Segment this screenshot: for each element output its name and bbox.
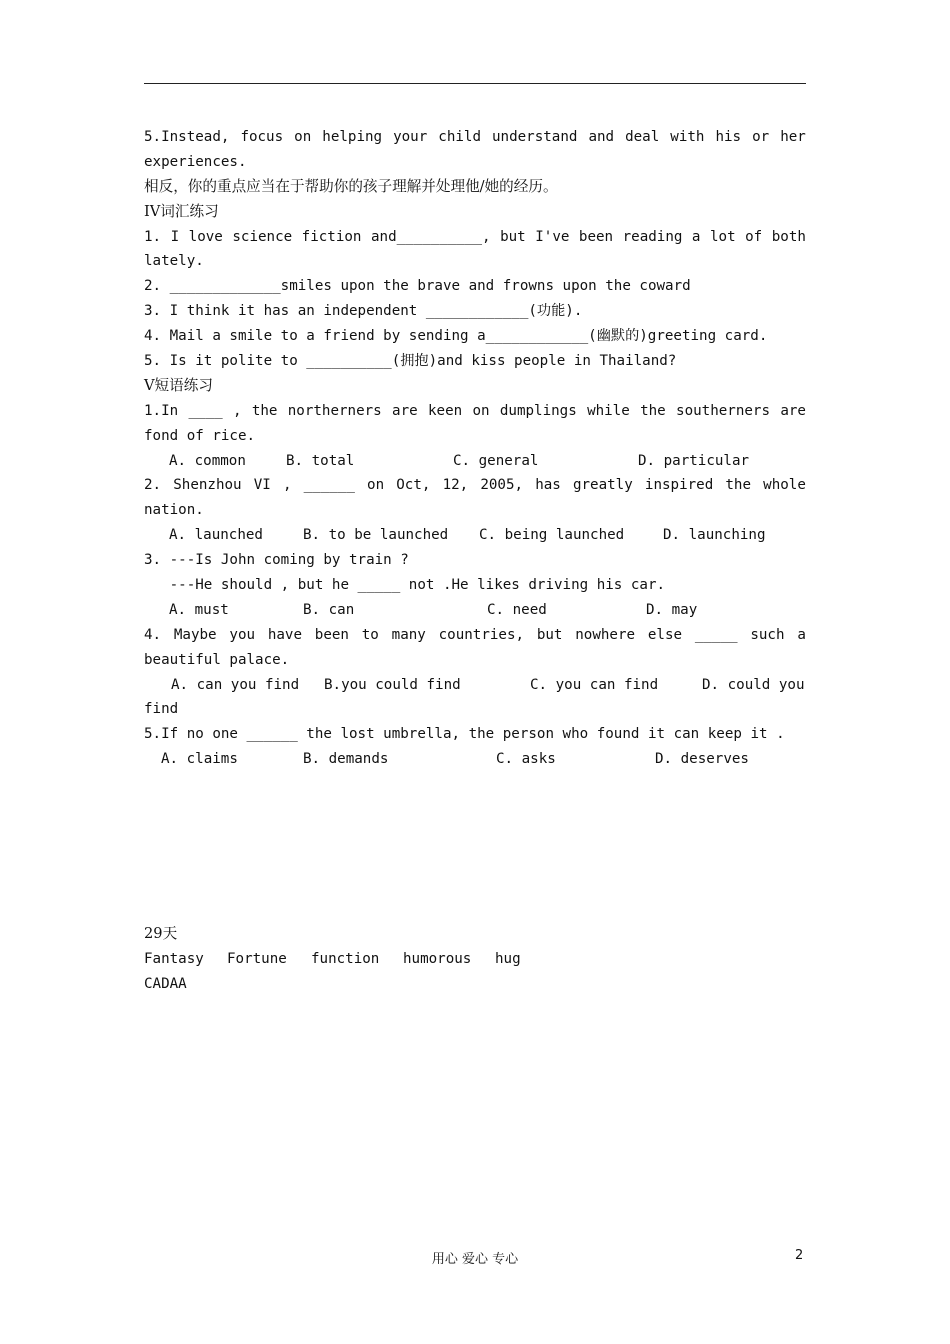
page-number: 2 bbox=[795, 1248, 804, 1263]
option-c: C. general bbox=[453, 452, 539, 469]
word: countries, bbox=[438, 626, 525, 643]
word: VI bbox=[253, 477, 271, 494]
word: dumplings bbox=[499, 402, 577, 419]
option-d: D. particular bbox=[638, 452, 750, 469]
answer-word: Fortune bbox=[227, 951, 287, 968]
header-rule bbox=[144, 83, 806, 84]
word: or bbox=[752, 129, 770, 145]
word: keen bbox=[427, 402, 463, 419]
option-b: B. demands bbox=[303, 751, 389, 768]
phrase-q4-options bbox=[144, 673, 806, 698]
answers-choice: CADAA bbox=[144, 975, 187, 992]
word: Maybe bbox=[173, 626, 217, 643]
word: with bbox=[670, 129, 705, 145]
word: greatly bbox=[572, 477, 633, 494]
phrase-q4-line1 bbox=[144, 623, 806, 648]
word: I bbox=[170, 228, 180, 245]
word: _____ bbox=[694, 626, 738, 643]
vocab-q4: 4. Mail a smile to a friend by sending a____________(幽默的)greeting card. bbox=[144, 328, 768, 345]
q5-en-line2: experiences. bbox=[144, 153, 247, 170]
word: been bbox=[314, 626, 349, 643]
phrase-q2-options bbox=[144, 523, 806, 548]
phrase-q4-line2: beautiful palace. bbox=[144, 651, 290, 668]
word: I've bbox=[535, 228, 570, 245]
word: helping bbox=[322, 129, 383, 145]
word: but bbox=[500, 228, 526, 245]
phrase-q5: 5.If no one ______ the lost umbrella, the person who found it can keep it . bbox=[144, 726, 785, 743]
phrase-q2-line1 bbox=[144, 473, 806, 498]
vocab-q5: 5. Is it polite to __________(拥抱)and kiss people in Thailand? bbox=[144, 353, 677, 370]
word: , bbox=[232, 402, 242, 419]
phrase-q3-options bbox=[144, 598, 806, 623]
word: a bbox=[797, 626, 806, 643]
word: are bbox=[392, 402, 418, 419]
option-b: B. to be launched bbox=[303, 527, 449, 544]
phrase-q1-line1 bbox=[144, 399, 806, 424]
word: inspired bbox=[644, 477, 714, 494]
answer-word: hug bbox=[495, 951, 521, 968]
word: love bbox=[188, 228, 223, 245]
q5-en-line1 bbox=[144, 125, 806, 150]
option-c: C. being launched bbox=[479, 527, 625, 544]
option-c: C. need bbox=[487, 601, 547, 618]
footer-motto: 用心 爱心 专心 bbox=[431, 1252, 519, 1267]
word: northerners bbox=[287, 402, 382, 419]
word: on bbox=[472, 402, 490, 419]
word: deal bbox=[625, 129, 660, 145]
word: ______ bbox=[303, 477, 355, 494]
word: your bbox=[393, 129, 428, 145]
word: you bbox=[229, 626, 256, 643]
word: are bbox=[780, 402, 806, 419]
word: of bbox=[745, 228, 763, 245]
option-c: C. asks bbox=[496, 751, 556, 768]
word: a bbox=[691, 228, 701, 245]
word: 4. bbox=[144, 626, 162, 643]
word: fiction bbox=[301, 228, 362, 245]
answers-vocab bbox=[144, 947, 806, 972]
vocab-q2: 2. _____________smiles upon the brave and frowns upon the coward bbox=[144, 278, 691, 295]
word: on bbox=[367, 477, 385, 494]
option-b: B. total bbox=[286, 452, 355, 469]
option-a: A. claims bbox=[161, 751, 238, 768]
word: her bbox=[780, 129, 806, 145]
word: both bbox=[771, 228, 806, 245]
word: 2. bbox=[144, 477, 162, 494]
word: many bbox=[391, 626, 426, 643]
option-d: D. deserves bbox=[655, 751, 749, 768]
word: southerners bbox=[676, 402, 770, 419]
option-b: B. can bbox=[303, 601, 355, 618]
phrase-q4-options-cont: find bbox=[144, 701, 179, 718]
word: while bbox=[587, 402, 630, 419]
word: focus bbox=[240, 129, 284, 145]
word: to bbox=[361, 626, 379, 643]
vocab-q3: 3. I think it has an independent ____________(功能). bbox=[144, 303, 583, 320]
phrase-q5-options bbox=[144, 747, 806, 772]
option-b: B.you could find bbox=[324, 676, 461, 693]
word: been bbox=[578, 228, 614, 245]
word: nowhere bbox=[575, 626, 636, 643]
option-d: D. could you bbox=[702, 676, 805, 693]
word: reading bbox=[622, 228, 683, 245]
word: 12, bbox=[442, 477, 469, 494]
word: have bbox=[267, 626, 302, 643]
word: the bbox=[251, 402, 278, 419]
word: the bbox=[640, 402, 666, 419]
word: child bbox=[438, 129, 481, 145]
word: lot bbox=[709, 228, 736, 245]
answers-day: 29天 bbox=[144, 925, 178, 943]
answer-word: Fantasy bbox=[144, 951, 204, 968]
word: Shenzhou bbox=[173, 477, 242, 494]
word: and bbox=[588, 129, 615, 145]
option-c: C. you can find bbox=[530, 676, 659, 693]
phrase-q3-line1: 3. ---Is John coming by train ? bbox=[144, 552, 409, 569]
phrase-q2-line2: nation. bbox=[144, 502, 204, 519]
word: 2005, bbox=[480, 477, 524, 494]
option-d: D. may bbox=[646, 601, 698, 618]
q5-cn-translation: 相反，你的重点应当在于帮助你的孩子理解并处理他/她的经历。 bbox=[144, 177, 558, 195]
word: the bbox=[725, 477, 752, 494]
word: has bbox=[535, 477, 561, 494]
section-v-heading: V短语练习 bbox=[144, 376, 213, 394]
option-a: A. can you find bbox=[171, 676, 300, 693]
word: 1.In bbox=[144, 402, 179, 419]
word: on bbox=[294, 129, 312, 145]
phrase-q3-line2: ---He should , but he _____ not .He likes driving his car. bbox=[144, 577, 666, 594]
word: such bbox=[750, 626, 785, 643]
word: 5.Instead, bbox=[144, 129, 230, 145]
vocab-q1-line2: lately. bbox=[144, 253, 204, 270]
word: whole bbox=[763, 477, 806, 494]
word: science bbox=[232, 228, 293, 245]
word: 1. bbox=[144, 228, 162, 245]
option-d: D. launching bbox=[663, 527, 766, 544]
word: understand bbox=[492, 129, 578, 145]
option-a: A. common bbox=[169, 452, 246, 469]
section-iv-heading: IV词汇练习 bbox=[144, 202, 219, 220]
word: Oct, bbox=[396, 477, 431, 494]
word: , bbox=[282, 477, 292, 494]
word: but bbox=[536, 626, 563, 643]
answer-word: humorous bbox=[403, 951, 472, 968]
word: and__________, bbox=[370, 228, 491, 245]
option-a: A. must bbox=[169, 601, 229, 618]
option-a: A. launched bbox=[169, 527, 263, 544]
word: ____ bbox=[188, 402, 223, 419]
word: else bbox=[647, 626, 683, 643]
answer-word: function bbox=[311, 951, 380, 968]
phrase-q1-line2: fond of rice. bbox=[144, 427, 256, 444]
word: his bbox=[715, 129, 742, 145]
page-body bbox=[144, 125, 806, 997]
vocab-q1-line1 bbox=[144, 225, 806, 250]
phrase-q1-options bbox=[144, 449, 806, 474]
